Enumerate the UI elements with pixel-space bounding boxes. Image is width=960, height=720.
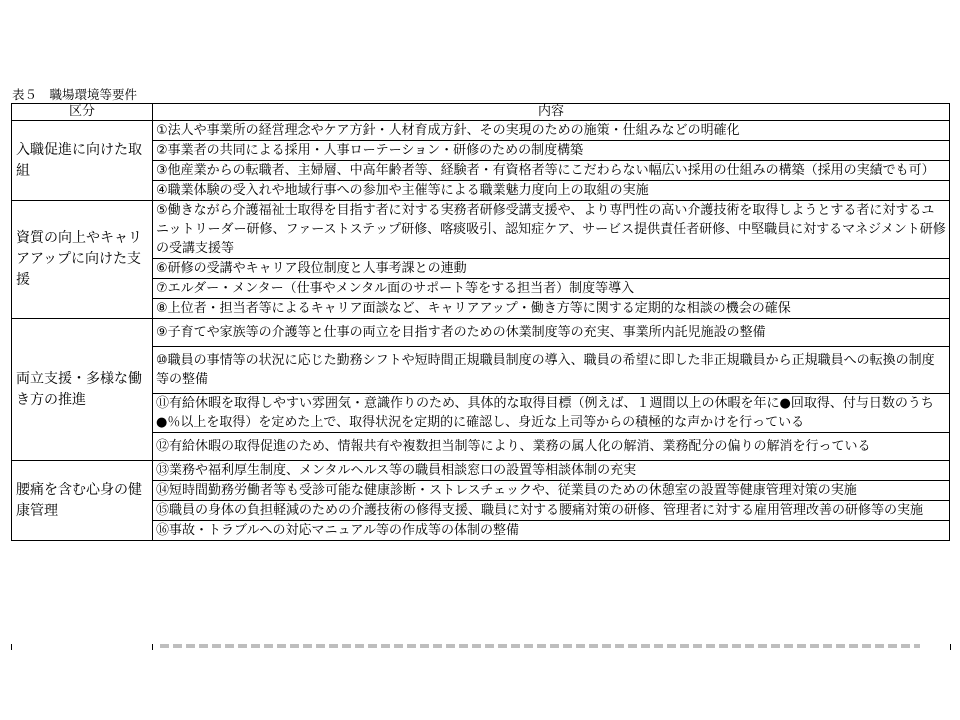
content-cell: ⑯事故・トラブルへの対応マニュアル等の作成等の体制の整備 [153,521,950,541]
category-cell: 入職促進に向けた取組 [12,121,153,201]
content-cell: ①法人や事業所の経営理念やケア方針・人材育成方針、その実現のための施策・仕組みなどの明確化 [153,121,950,141]
table-row [12,259,950,279]
table-header-row [12,104,950,121]
table-row [12,461,950,481]
table-row [12,347,950,394]
content-cell: ⑦エルダー・メンター（仕事やメンタル面のサポート等をする担当者）制度等導入 [153,279,950,299]
content-cell: ⑭短時間勤務労働者等も受診可能な健康診断・ストレスチェックや、従業員のための休憩室の設置等健康管理対策の実施 [153,481,950,501]
content-cell: ③他産業からの転職者、主婦層、中高年齢者等、経験者・有資格者等にこだわらない幅広い採用の仕組みの構築（採用の実績でも可） [153,161,950,181]
content-cell: ⑧上位者・担当者等によるキャリア面談など、キャリアアップ・働き方等に関する定期的な相談の機会の確保 [153,299,950,319]
table-row [12,521,950,541]
cropped-row-divider [152,644,153,650]
category-cell: 資質の向上やキャリアアップに向けた支援 [12,201,153,319]
page-crop-area [0,648,960,720]
content-cell: ⑨子育てや家族等の介護等と仕事の両立を目指す者のための休業制度等の充実、事業所内託児施設の整備 [153,319,950,347]
content-cell: ⑥研修の受講やキャリア段位制度と人事考課との連動 [153,259,950,279]
content-cell: ⑪有給休暇を取得しやすい雰囲気・意識作りのため、具体的な取得目標（例えば、１週間以上の休暇を年に●回取得、付与日数のうち●％以上を取得）を定めた上で、取得状況を定期的に確認し、身近な上司等からの積極的な声かけを行っている [153,394,950,433]
table-row [12,319,950,347]
table-caption: 表５ 職場環境等要件 [12,87,138,102]
table-row [12,161,950,181]
content-cell: ⑫有給休暇の取得促進のため、情報共有や複数担当制等により、業務の属人化の解消、業務配分の偏りの解消を行っている [153,433,950,461]
header-content: 内容 [153,104,950,121]
table-row [12,141,950,161]
category-cell: 両立支援・多様な働き方の推進 [12,319,153,461]
content-cell: ②事業者の共同による採用・人事ローテーション・研修のための制度構築 [153,141,950,161]
header-category: 区分 [12,104,153,121]
content-cell: ⑩職員の事情等の状況に応じた勤務シフトや短時間正規職員制度の導入、職員の希望に即した非正規職員から正規職員への転換の制度等の整備 [153,347,950,394]
table-row [12,121,950,141]
table-row [12,299,950,319]
content-cell: ④職業体験の受入れや地域行事への参加や主催等による職業魅力度向上の取組の実施 [153,181,950,201]
content-cell: ⑤働きながら介護福祉士取得を目指す者に対する実務者研修受講支援や、より専門性の高い介護技術を取得しようとする者に対するユニットリーダー研修、ファーストステップ研修、喀痰吸引、認知症ケア、サービス提供責任者研修、中堅職員に対するマネジメント研修の受講支援等 [153,201,950,259]
table-row [12,181,950,201]
table-row [12,433,950,461]
table-row [12,394,950,433]
table-row [12,279,950,299]
content-cell: ⑬業務や福利厚生制度、メンタルヘルス等の職員相談窓口の設置等相談体制の充実 [153,461,950,481]
category-cell: 腰痛を含む心身の健康管理 [12,461,153,541]
requirements-table [11,103,950,541]
table-row [12,201,950,259]
cropped-row-text-fragment [160,644,920,648]
table-row [12,481,950,501]
table-row [12,501,950,521]
content-cell: ⑮職員の身体の負担軽減のための介護技術の修得支援、職員に対する腰痛対策の研修、管理者に対する雇用管理改善の研修等の実施 [153,501,950,521]
